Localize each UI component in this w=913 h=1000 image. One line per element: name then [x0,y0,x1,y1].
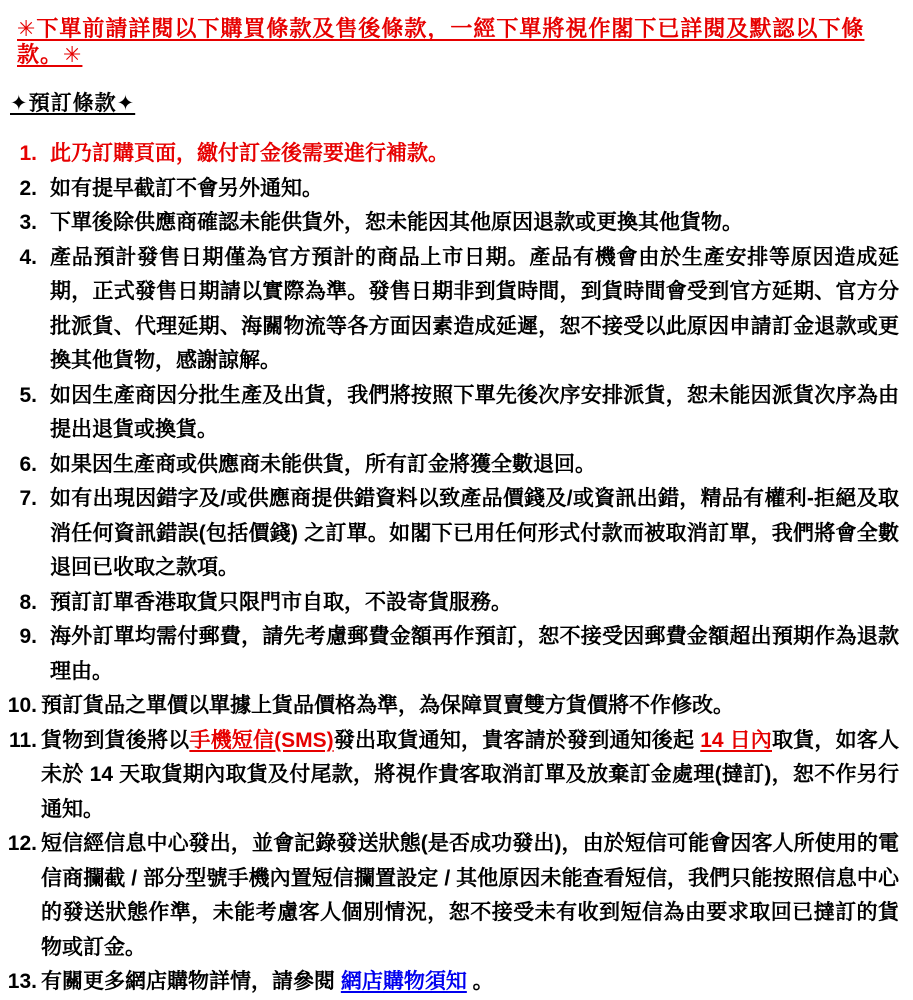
term-item-number: 5. [19,383,37,407]
term-text: 如因生產商因分批生產及出貨，我們將按照下單先後次序安排派貨，恕未能因派貨次序為由提出退貨或換貨。 [50,383,899,441]
term-item-1 [6,137,905,172]
term-text: 如有出現因錯字及/或供應商提供錯資料以致產品價錢及/或資訊出錯，精品有權利-拒絕及取消任何資訊錯誤(包括價錢) 之訂單。如閣下已用任何形式付款而被取消訂單，我們將會全數退回已收取之款項。 [50,487,899,579]
term-item-number: 2. [19,176,37,200]
term-item-9 [6,620,905,689]
term-item-8 [6,586,905,621]
term-text: 取貨，如客人未於 14 天取貨期內取貨及付尾款，將視作貴客取消訂單及放棄訂金處理(撻訂)，恕不作另行通知。 [41,728,899,821]
preorder-terms-heading: ✦預訂條款✦ [10,92,136,115]
term-item-10 [6,689,905,724]
term-text: 產品預計發售日期僅為官方預計的商品上市日期。產品有機會由於生產安排等原因造成延期，正式發售日期請以實際為準。發售日期非到貨時間，到貨時間會受到官方延期、官方分批派貨、代理延期、海關物流等各方面因素造成延遲，恕不接受以此原因申請訂金退款或更換其他貨物，感謝諒解。 [50,245,899,372]
term-item-7 [6,482,905,586]
term-text: 海外訂單均需付郵費，請先考慮郵費金額再作預訂，恕不接受因郵費金額超出預期作為退款理由。 [50,625,899,683]
term-item-3 [6,206,905,241]
term-item-number: 4. [19,245,37,269]
term-text: 如果因生產商或供應商未能供貨，所有訂金將獲全數退回。 [50,452,596,476]
term-text: 下單後除供應商確認未能供貨外，恕未能因其他原因退款或更換其他貨物。 [50,211,743,234]
term-item-number: 1. [19,142,37,165]
term-item-number: 7. [19,487,37,510]
term-item-5 [6,379,905,448]
term-item-number: 3. [19,211,37,234]
term-item-2 [6,172,905,207]
term-text: 發出取貨通知，貴客請於發到通知後起 [333,728,701,752]
term-text: 。 [466,970,494,993]
term-item-number: 9. [19,625,37,648]
term-item-11 [6,724,905,828]
term-item-number: 6. [19,452,37,476]
term-text: 如有提早截訂不會另外通知。 [50,176,323,200]
term-text: 有關更多網店購物詳情，請參閱 [41,970,341,993]
term-item-12 [6,827,905,965]
highlighted-text: 14 日內 [700,728,772,752]
term-item-4 [6,241,905,379]
term-item-13 [6,965,905,1000]
term-item-number: 13. [7,970,37,993]
term-item-number: 8. [19,590,37,614]
term-item-number: 10. [7,694,37,717]
term-item-number: 11. [8,728,37,752]
term-text: 預訂貨品之單價以單據上貨品價格為準，為保障買賣雙方貨價將不作修改。 [41,694,734,717]
terms-list [6,137,905,1000]
term-text: 貨物到貨後將以 [41,728,190,752]
highlighted-text: 手機短信(SMS) [189,728,334,752]
term-item-6 [6,448,905,483]
term-item-number: 12. [7,832,37,855]
store-shopping-notice-link[interactable]: 網店購物須知 [340,970,467,993]
term-text: 預訂訂單香港取貨只限門市自取，不設寄貨服務。 [50,590,512,614]
term-text: 短信經信息中心發出，並會記錄發送狀態(是否成功發出)，由於短信可能會因客人所使用的電信商攔截 / 部分型號手機內置短信攔置設定 / 其他原因未能查看短信，我們只能按照信息中心的發送狀態作準，未能考慮客人個別情況，恕不接受未有收到短信為由要求取回已撻訂的貨物或訂金。 [41,832,899,959]
term-text: 此乃訂購頁面，繳付訂金後需要進行補款。 [50,142,449,165]
top-warning-notice: ✳下單前請詳閱以下購買條款及售後條款，一經下單將視作閣下已詳閱及默認以下條款。✳ [17,16,865,67]
section-heading-row [6,91,905,117]
